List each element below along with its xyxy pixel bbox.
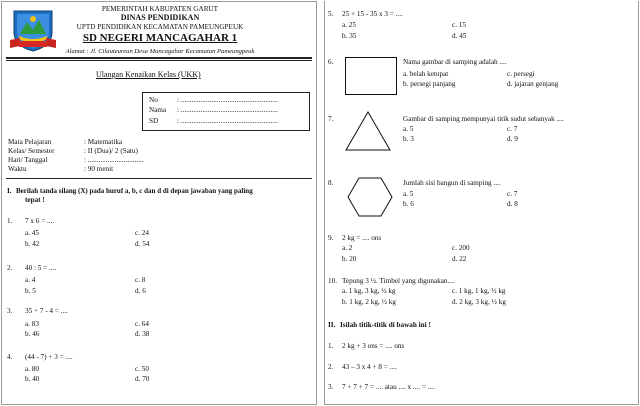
id-value-name: : ...................................................... <box>177 106 278 114</box>
fill-question-number: 3. <box>328 383 334 391</box>
answer-option[interactable]: c. 50 <box>135 365 149 373</box>
id-value-no: : ...................................................... <box>177 96 278 104</box>
question-text: 40 : 5 = .... <box>25 264 57 272</box>
info-label: Hari/ Tanggal <box>8 156 48 164</box>
government-name: PEMERINTAH KABUPATEN GARUT <box>101 5 219 13</box>
id-label-no: No <box>149 96 158 104</box>
question-number: 5. <box>328 10 334 18</box>
answer-option[interactable]: b. 6 <box>403 200 414 208</box>
answer-option[interactable]: b. 20 <box>342 255 357 263</box>
question-number: 2. <box>7 264 13 272</box>
answer-option[interactable]: d. 70 <box>135 375 150 383</box>
info-label: Kelas/ Semester <box>8 147 55 155</box>
answer-option[interactable]: b. 46 <box>25 330 40 338</box>
question-number: 1. <box>7 217 13 225</box>
hexagon-shape-icon <box>347 177 393 217</box>
answer-option[interactable]: c. 15 <box>452 21 466 29</box>
exam-title: Ulangan Kenaikan Kelas (UKK) <box>96 70 201 79</box>
question-text: (44 - 7) + 3 = .... <box>25 353 73 361</box>
answer-option[interactable]: d. 22 <box>452 255 467 263</box>
section-1-instruction-cont: tepat ! <box>25 196 45 204</box>
answer-option[interactable]: a. 4 <box>25 276 36 284</box>
question-text: 25 + 15 - 35 x 3 = .... <box>342 10 403 18</box>
header-divider <box>6 57 312 59</box>
info-value: : Matematika <box>84 138 123 146</box>
id-label-school: SD <box>149 117 159 125</box>
answer-option[interactable]: b. 35 <box>342 32 357 40</box>
answer-option[interactable]: c. 64 <box>135 320 149 328</box>
rectangle-shape-icon <box>345 57 397 95</box>
answer-option[interactable]: d. 9 <box>507 135 518 143</box>
exam-page-left <box>1 1 317 405</box>
answer-option[interactable]: a. 80 <box>25 365 39 373</box>
question-text: Gambar di samping mempunyai titik sudut sebanyak .... <box>403 115 564 123</box>
fill-question-text: 2 kg + 3 ons = .... ons <box>342 342 405 350</box>
student-id-box <box>142 92 310 131</box>
header-divider-thin <box>6 60 312 61</box>
info-value: : 90 menit <box>84 165 114 173</box>
answer-option[interactable]: d. 8 <box>507 200 518 208</box>
answer-option[interactable]: a. 25 <box>342 21 356 29</box>
fill-question-text: 43 – 3 x 4 + 8 = .... <box>342 363 397 371</box>
answer-option[interactable]: a. 2 <box>342 244 353 252</box>
question-text: Tepung 3 ½. Timbel yang digunakan.... <box>342 277 455 285</box>
answer-option[interactable]: b. 40 <box>25 375 40 383</box>
question-number: 3. <box>7 307 13 315</box>
answer-option[interactable]: c. persegi <box>507 70 535 78</box>
question-text: 7 x 6 = .... <box>25 217 55 225</box>
answer-option[interactable]: d. 54 <box>135 240 150 248</box>
info-label: Waktu <box>8 165 27 173</box>
answer-option[interactable]: d. 6 <box>135 287 146 295</box>
answer-option[interactable]: c. 7 <box>507 190 518 198</box>
question-number: 8. <box>328 179 334 187</box>
question-number: 7. <box>328 115 334 123</box>
answer-option[interactable]: a. 1 kg, 3 kg, ½ kg <box>342 287 396 295</box>
answer-option[interactable]: d. 38 <box>135 330 150 338</box>
answer-option[interactable]: a. belah ketupat <box>403 70 449 78</box>
fill-question-number: 1. <box>328 342 334 350</box>
answer-option[interactable]: b. 3 <box>403 135 414 143</box>
question-number: 6. <box>328 58 334 66</box>
answer-option[interactable]: b. 5 <box>25 287 36 295</box>
answer-option[interactable]: c. 8 <box>135 276 146 284</box>
answer-option[interactable]: a. 5 <box>403 190 414 198</box>
fill-question-text: 7 + 7 + 7 = .... atau .... x .... = .... <box>342 383 435 391</box>
fill-question-number: 2. <box>328 363 334 371</box>
exam-page-right <box>324 1 639 405</box>
answer-option[interactable]: c. 200 <box>452 244 470 252</box>
agency-name: DINAS PENDIDIKAN <box>120 13 200 22</box>
triangle-shape-icon <box>345 111 391 151</box>
id-value-school: : ...................................................... <box>177 117 278 125</box>
school-name: SD NEGERI MANCAGAHAR 1 <box>82 32 238 44</box>
unit-name: UPTD PENDIDIKAN KECAMATAN PAMEUNGPEUK <box>76 23 244 31</box>
answer-option[interactable]: b. persegi panjang <box>403 80 456 88</box>
answer-option[interactable]: c. 1 kg, 1 kg, ½ kg <box>452 287 506 295</box>
answer-option[interactable]: d. 2 kg, 3 kg, ½ kg <box>452 298 506 306</box>
answer-option[interactable]: a. 45 <box>25 229 39 237</box>
question-number: 4. <box>7 353 13 361</box>
answer-option[interactable]: b. 42 <box>25 240 40 248</box>
question-text: Nama gambar di samping adalah .... <box>403 58 507 66</box>
section-2-instruction: Isilah titik-titik di bawah ini ! <box>340 321 431 329</box>
section-2-numeral: II. <box>328 321 336 329</box>
question-number: 9. <box>328 234 334 242</box>
question-number: 10. <box>328 277 337 285</box>
question-text: 35 + 7 - 4 = .... <box>25 307 68 315</box>
info-divider <box>6 178 312 179</box>
id-label-name: Nama <box>149 106 167 114</box>
info-value: : II (Dua)/ 2 (Satu) <box>84 147 138 155</box>
answer-option[interactable]: c. 7 <box>507 125 518 133</box>
section-1-numeral: I. <box>7 187 12 195</box>
question-text: Jumlah sisi bangun di samping .... <box>403 179 501 187</box>
school-address: Alamat : Jl. Cilauteureun Desa Mancagahar Kecamatan Pameungpeuk <box>65 48 255 55</box>
info-label: Mata Pelajaran <box>8 138 52 146</box>
question-text: 2 kg = .... ons <box>342 234 382 242</box>
answer-option[interactable]: a. 5 <box>403 125 414 133</box>
answer-option[interactable]: d. 45 <box>452 32 467 40</box>
section-1-instruction: Berilah tanda silang (X) pada huruf a, b, c dan d di depan jawaban yang paling <box>16 187 253 195</box>
info-value: : ............................... <box>84 156 144 164</box>
answer-option[interactable]: b. 1 kg, 2 kg, ½ kg <box>342 298 396 306</box>
answer-option[interactable]: d. jajaran genjang <box>507 80 559 88</box>
answer-option[interactable]: c. 24 <box>135 229 149 237</box>
answer-option[interactable]: a. 83 <box>25 320 39 328</box>
